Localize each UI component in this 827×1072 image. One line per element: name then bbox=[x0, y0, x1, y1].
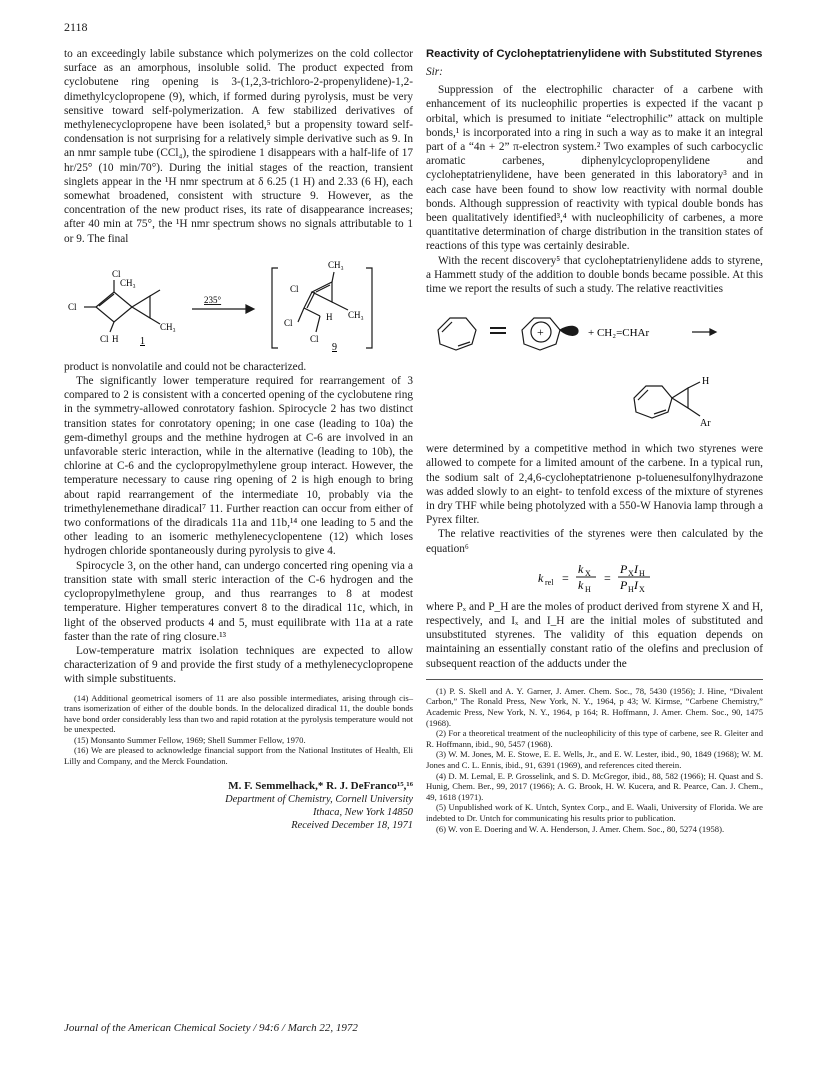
journal-footer: Journal of the American Chemical Society / 94:6 / March 22, 1972 bbox=[64, 1022, 358, 1034]
salutation: Sir: bbox=[426, 66, 443, 78]
left-paragraph-1: to an exceedingly labile substance which polymerizes on the cold collector surface as an amorphous, insoluble solid. The product expected from cyclobutene ring opening is 3-(1,2,3-trichloro-2-propenylidene)-1,2-dimethylcyclopropene (9), which, if formed during pyrolysis, must be very sensitive toward self-polymerization. A few stabilized derivatives of methylenecyclopropene have been isolated,⁵ but a propensity toward self-condensation is not surprising for a relatively simple derivative such as 9. In an nmr sample tube (CCl₄), the spirodiene 1 disappears with a half-life of 17 hr/25° (10 min/70°). During the initial stages of the reaction, transient singlets appear in the ¹H nmr spectrum at δ 6.25 (1 H) and 2.33 (6 H), each somewhat broadened, consistent with structure 9. However, as the concentration of the new product rises, its rate of disappearance increases; after 40 min at 75°, the ¹H nmr spectrum shows no signals attributable to 1 or 9. The final bbox=[64, 48, 413, 245]
reference-6: (6) W. von E. Doering and W. A. Henderson, J. Amer. Chem. Soc., 80, 5274 (1958). bbox=[436, 823, 725, 834]
eq-num2: P bbox=[620, 561, 628, 576]
atom-h-1: H bbox=[112, 333, 119, 344]
page-number: 2118 bbox=[64, 20, 88, 34]
compound-label-9: 9 bbox=[332, 341, 337, 353]
eq-equals-1: = bbox=[562, 570, 569, 585]
atom-cl-1: Cl bbox=[112, 268, 121, 279]
atom-cl-4: Cl bbox=[290, 283, 299, 294]
eq-den2: P bbox=[620, 577, 628, 592]
article-title: Reactivity of Cycloheptatrienylidene with Substituted Styrenes bbox=[426, 48, 763, 60]
eq-lhs: k bbox=[538, 570, 544, 585]
affiliation-line-2: Ithaca, New York 14850 bbox=[312, 806, 413, 818]
left-column bbox=[64, 47, 413, 832]
right-paragraph-1: Suppression of the electrophilic character of a carbene with enhancement of its nucleophilic properties is expected if the vacant p orbital, which is presumed to initiate “electrophilic” attack on multiple bonds,¹ is incorporated into a ring in such a way as to make it an integral part of a “4n + 2” π-electron system.² Two examples of such carbocyclic aromatic carbenes, diphenylcyclopropenylidene and cycloheptatrienylidene, have been generated in this laboratory³ and in each case have been found to show low reactivity with normal double bonds. Although suppression of reactivity with typical double bonds has been qualitatively identified³,⁴ with nucleophilicity of carbenes, a more quantitative determination of charge distribution in the transition states of reactions of this type was certainly desirable. bbox=[426, 84, 763, 253]
eq-num1: k bbox=[578, 561, 584, 576]
pyrolysis-scheme bbox=[64, 252, 413, 356]
atom-cl-6: Cl bbox=[310, 333, 319, 344]
right-paragraph-4: The relative reactivities of the styrenes were then calculated by the equation⁶ bbox=[426, 528, 763, 555]
eq-num2-sub: X bbox=[628, 568, 634, 578]
atom-ch3-2: CH₃ bbox=[160, 321, 176, 332]
left-paragraph-5: Low-temperature matrix isolation techniques are expected to allow characterization of 9 and provide the first study of a methylenecyclopropene with simple substituents. bbox=[64, 644, 413, 686]
pyrolysis-scheme-drawing bbox=[64, 252, 413, 356]
atom-cl-5: Cl bbox=[284, 317, 293, 328]
right-paragraph-2: With the recent discovery⁵ that cycloheptatrienylidene adds to styrene, a Hammett study of the addition to double bonds became possible. At this time we report the results of such a study. The relative reactivities bbox=[426, 254, 763, 296]
eq-den1: k bbox=[578, 577, 584, 592]
arrow-label: 235° bbox=[204, 294, 222, 305]
atom-ch3-4: CH₃ bbox=[348, 309, 364, 320]
eq-den1-sub: H bbox=[585, 584, 591, 592]
reference-4: (4) D. M. Lemal, E. P. Grosselink, and S. D. McGregor, ibid., 88, 582 (1966); H. Quast and S. Hunig, Chem. Ber., 99, 2017 (1966); A. G. Brook, H. W. Kucera, and R. Pearce, Can. J. Chem., 49, 1618 (1971). bbox=[426, 770, 763, 802]
rate-equation-drawing bbox=[426, 562, 763, 592]
atom-cl-2: Cl bbox=[68, 301, 77, 312]
reference-5: (5) Unpublished work of K. Untch, Syntex Corp., and E. Waali, University of Florida. We are indebted to Dr. Untch for communicating his results prior to publication. bbox=[426, 802, 763, 824]
right-column bbox=[426, 47, 763, 834]
atom-ch3-3: CH₃ bbox=[328, 259, 344, 270]
product-h: H bbox=[702, 376, 710, 388]
footnote-15: (15) Monsanto Summer Fellow, 1969; Shell Summer Fellow, 1970. bbox=[74, 734, 306, 745]
product-ar: Ar bbox=[700, 418, 711, 430]
affiliation-line-1: Department of Chemistry, Cornell University bbox=[225, 793, 413, 805]
left-paragraph-4: Spirocycle 3, on the other hand, can undergo concerted ring opening via a transition state with small steric interaction of the C-6 hydrogen and the cyclopropylmethylene group, and thus rearranges to 8 at modest temperature. Higher temperatures convert 8 to the diradical 11c, which, in light of the observed products 4 and 5, must equilibrate with 11a at a rate faster than the rate of ring closure.¹³ bbox=[64, 559, 413, 643]
carbene-scheme bbox=[426, 302, 763, 438]
footnote-14: (14) Additional geometrical isomers of 11 are also possible intermediates, arising through cis–trans isomerization of either of the double bonds. In the delocalized diradical 11, the double bonds have bond order considerably less than two and rapid rotation at the pyrolysis temperature would not be unexpected. bbox=[64, 692, 413, 735]
eq-num2b-sub: H bbox=[639, 568, 645, 578]
left-footnotes bbox=[64, 693, 413, 767]
eq-equals-2: = bbox=[604, 570, 611, 585]
styrene-reagent: + CH₂=CHAr bbox=[588, 327, 650, 340]
atom-ch3-1: CH₃ bbox=[120, 277, 136, 288]
references-rule bbox=[426, 679, 763, 680]
compound-label-1: 1 bbox=[140, 335, 145, 347]
reference-1: (1) P. S. Skell and A. Y. Garner, J. Amer. Chem. Soc., 78, 5430 (1956); J. Hine, “Divalent Carbon,” The Ronald Press, New York, N. Y., 1964, p 43; W. Kirmse, “Carbene Chemistry,” Academic Press, New York, N. Y., 1964, p 164; R. Hoffmann, J. Amer. Chem. Soc., 90, 1475 (1968). bbox=[426, 685, 763, 728]
footnote-16: (16) We are pleased to acknowledge financial support from the National Institutes of Health, Eli Lilly and Company, and the Merck Foundation. bbox=[64, 745, 413, 767]
eq-den2b: I bbox=[634, 577, 638, 592]
atom-cl-3: Cl bbox=[100, 333, 109, 344]
eq-den2b-sub: X bbox=[639, 584, 645, 592]
right-paragraph-3: were determined by a competitive method in which two styrenes were allowed to compete for a limited amount of the carbene. In a typical run, the sodium salt of 2,4,6-cycloheptatrienone p-toluenesulfonylhydrazone was added slowly to an eight- to tenfold excess of the mixture of styrenes in dry THF while being photolyzed with a 550-W Hanovia lamp through a Pyrex filter. bbox=[426, 443, 763, 527]
left-paragraph-3: The significantly lower temperature required for rearrangement of 3 compared to 2 is consistent with a concerted opening of the cyclobutene ring in the symmetry-allowed conrotatory fashion. Spirocycle 2 has two distinct transition states for conrotatory opening; in one case (leading to 10a) the gem-dimethyl groups and the methine hydrogen at C-6 are involved in an unfavorable steric interaction, while in the alternative (leading to 10b), the chlorine at C-6 and the cyclopropylmethylene group interact. However, the temperature necessary to cause ring opening of 2 is high enough to bring about rapid rearrangement of the intermediate 10, probably via the trimethylenemethane diradical⁷ 11. Further reaction can occur from either of two conformations of the diradicals 11a and 11b,¹⁴ one leading to 5 and the other leading to an isomeric methylenecyclopentene (12) which loses hydrogen chloride spontaneously during pyrolysis to give 4. bbox=[64, 375, 413, 558]
authors: M. F. Semmelhack,* R. J. DeFranco¹⁵,¹⁶ bbox=[228, 779, 413, 792]
received-date: Received December 18, 1971 bbox=[291, 819, 413, 831]
eq-num1-sub: X bbox=[585, 568, 591, 578]
reference-2: (2) For a theoretical treatment of the nucleophilicity of this type of carbene, see R. Gleiter and R. Hoffmann, ibid., 90, 5457 (1968). bbox=[426, 728, 763, 749]
atom-h-2: H bbox=[326, 311, 333, 322]
eq-num2b: I bbox=[634, 561, 638, 576]
carbene-scheme-drawing bbox=[426, 302, 763, 438]
eq-den2-sub: H bbox=[628, 584, 634, 592]
plus-sign: + bbox=[537, 325, 544, 340]
left-paragraph-2: product is nonvolatile and could not be characterized. bbox=[64, 360, 307, 373]
references bbox=[426, 686, 763, 834]
eq-lhs-sub: rel bbox=[545, 577, 554, 587]
reference-3: (3) W. M. Jones, M. E. Stowe, E. E. Wells, Jr., and E. W. Lester, ibid., 90, 1849 (1968); W. M. Jones and C. L. Ennis, ibid., 91, 6391 (1969), and references cited therein. bbox=[426, 749, 763, 771]
right-paragraph-5: where Pₓ and P_H are the moles of product derived from styrene X and H, respectively, and Iₓ and I_H are the initial moles of substituted and unsubstituted styrenes. The validity of this equation depends on maintaining an essentially constant ratio of the olefins and preclusion of subsequent reaction of the adducts under the bbox=[426, 600, 763, 670]
rate-equation bbox=[426, 562, 763, 592]
